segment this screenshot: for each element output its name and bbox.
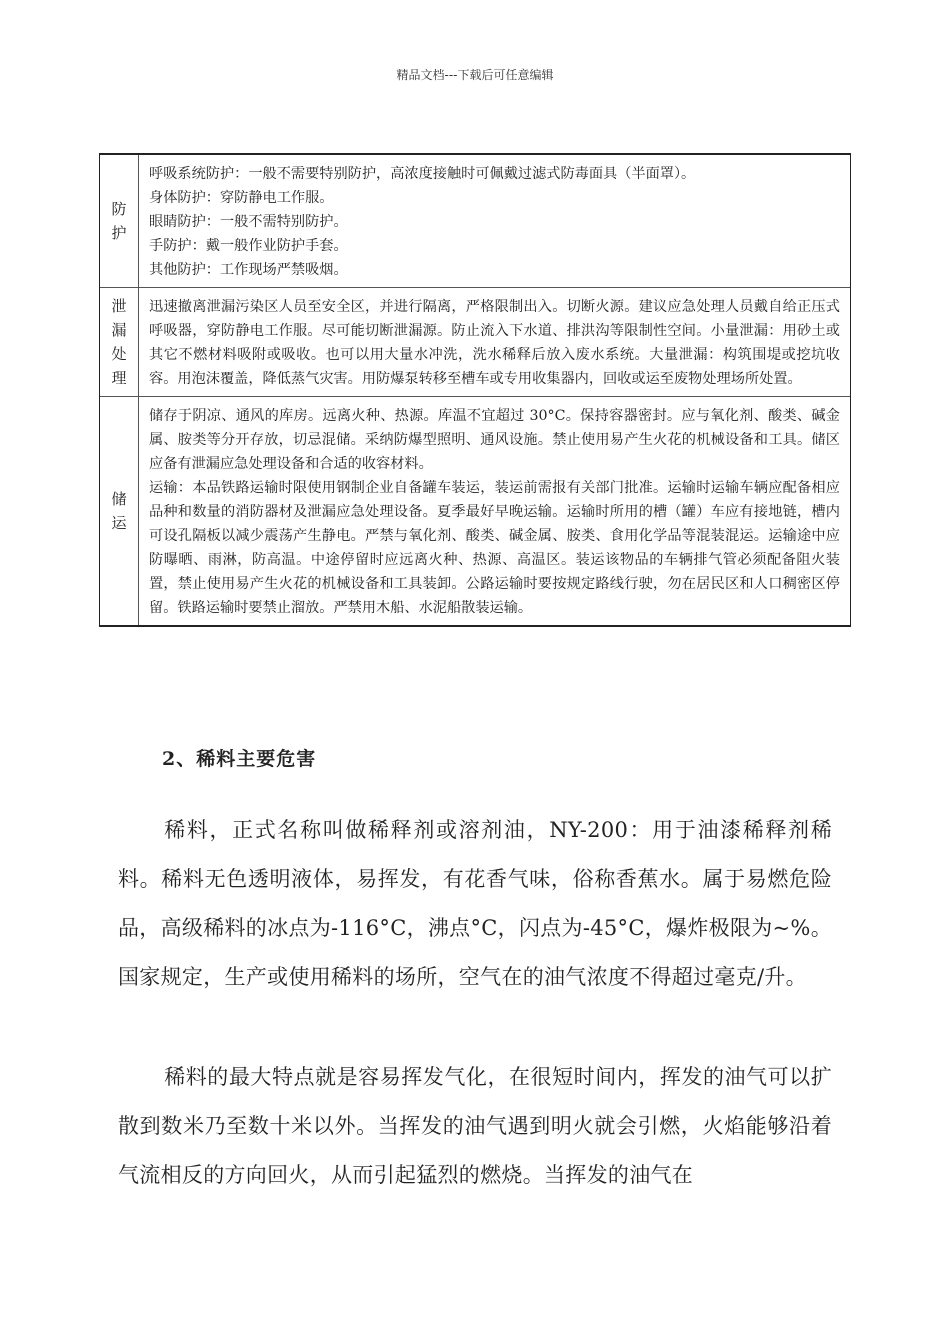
- content-line: 迅速撤离泄漏污染区人员至安全区，并进行隔离，严格限制出入。切断火源。建议应急处理人员戴自给正压式呼吸器，穿防静电工作服。尽可能切断泄漏源。防止流入下水道、排洪沟等限制性空间。小量泄漏：用砂土或其它不燃材料吸附或吸收。也可以用大量水冲洗，洗水稀释后放入废水系统。大量泄漏：构筑围堤或挖坑收容。用泡沫覆盖，降低蒸气灾害。用防爆泵转移至槽车或专用收集器内，回收或运至废物处理场所处置。: [149, 299, 840, 387]
- content-line: 运输：本品铁路运输时限使用钢制企业自备罐车装运，装运前需报有关部门批准。运输时运输车辆应配备相应品种和数量的消防器材及泄漏应急处理设备。夏季最好早晚运输。运输时所用的槽（罐）车应有接地链，槽内可设孔隔板以减少震荡产生静电。严禁与氧化剂、酸类、碱金属、胺类、食用化学品等混装混运。运输途中应防曝晒、雨淋，防高温。中途停留时应远离火种、热源、高温区。装运该物品的车辆排气管必须配备阻火装置，禁止使用易产生火花的机械设备和工具装卸。公路运输时要按规定路线行驶，勿在居民区和人口稠密区停留。铁路运输时要禁止溜放。严禁用木船、水泥船散装运输。: [149, 480, 840, 616]
- row-content-leak-handling: [139, 288, 850, 396]
- row-label-storage-transport: [100, 397, 139, 625]
- row-label-protection: [100, 155, 139, 287]
- label-char: 防: [111, 200, 127, 218]
- body-paragraph: [118, 806, 832, 1002]
- page-header: 精品文档---下载后可任意编辑: [396, 68, 554, 82]
- label-char: 运: [111, 514, 127, 532]
- table-row-protection: [100, 155, 850, 288]
- content-line: 眼睛防护：一般不需特别防护。: [149, 214, 348, 230]
- content-line: 储存于阴凉、通风的库房。远离火种、热源。库温不宜超过 30°C。保持容器密封。应与氧化剂、酸类、碱金属、胺类等分开存放，切忌混储。采纳防爆型照明、通风设施。禁止使用易产生火花的机械设备和工具。储区应备有泄漏应急处理设备和合适的收容材料。: [149, 408, 840, 472]
- row-content-protection: [139, 155, 850, 287]
- safety-table: [99, 153, 851, 627]
- paragraph-text: 稀料，正式名称叫做稀释剂或溶剂油，NY-200：用于油漆稀释剂稀料。稀料无色透明液体，易挥发，有花香气味，俗称香蕉水。属于易燃危险品，高级稀料的冰点为-116°C，沸点°C，闪点为-45°C，爆炸极限为~%。国家规定，生产或使用稀料的场所，空气在的油气浓度不得超过毫克/升。: [118, 818, 832, 989]
- table-row-storage-transport: [100, 397, 850, 625]
- label-char: 泄: [111, 297, 127, 315]
- body-paragraph: [118, 1053, 832, 1200]
- content-line: 手防护：戴一般作业防护手套。: [149, 238, 348, 254]
- row-content-storage-transport: [139, 397, 850, 625]
- row-label-leak-handling: [100, 288, 139, 396]
- section-title: 2、稀料主要危害: [162, 748, 317, 770]
- table-row-leak-handling: [100, 288, 850, 397]
- content-line: 身体防护：穿防静电工作服。: [149, 190, 334, 206]
- label-char: 理: [111, 369, 127, 387]
- content-line: 其他防护：工作现场严禁吸烟。: [149, 262, 348, 278]
- label-char: 漏: [111, 321, 127, 339]
- label-char: 处: [111, 345, 127, 363]
- content-line: 呼吸系统防护：一般不需要特别防护，高浓度接触时可佩戴过滤式防毒面具（半面罩）。: [149, 166, 696, 182]
- paragraph-text: 稀料的最大特点就是容易挥发气化，在很短时间内，挥发的油气可以扩散到数米乃至数十米以外。当挥发的油气遇到明火就会引燃，火焰能够沿着气流相反的方向回火，从而引起猛烈的燃烧。当挥发的油气在: [118, 1065, 832, 1187]
- label-char: 护: [111, 224, 127, 242]
- label-char: 储: [111, 490, 127, 508]
